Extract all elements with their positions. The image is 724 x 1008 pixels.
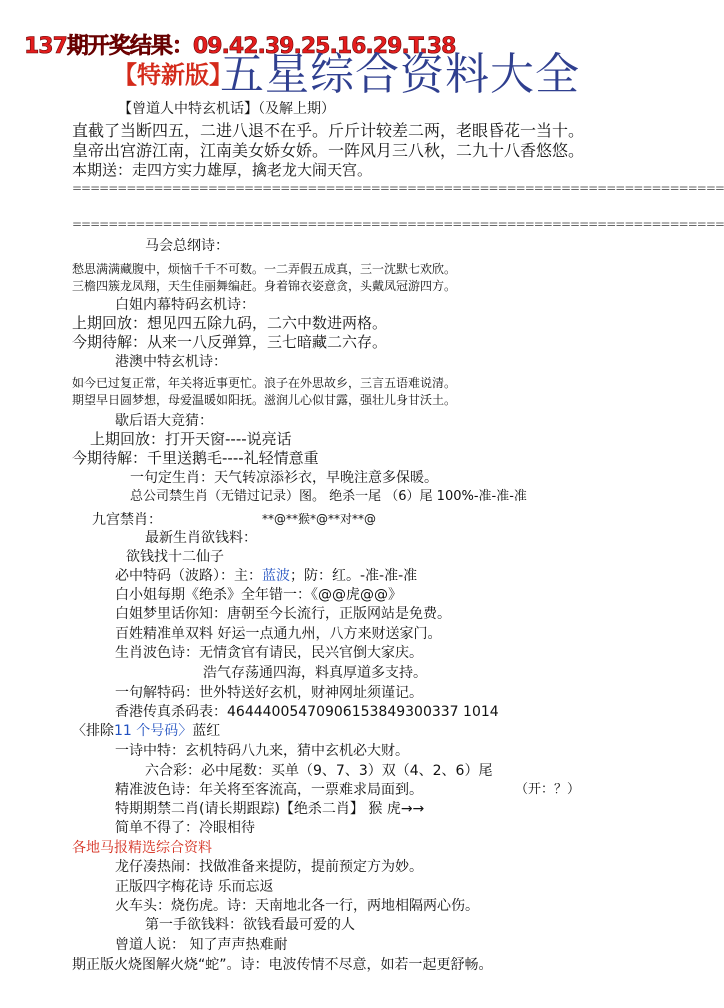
blue-wave-label: 蓝波 [262,568,290,584]
text-line: 第一手欲钱料：欲钱看最可爱的人 [145,917,355,933]
text-line: 今期待解：千里送鹅毛----礼轻情意重 [72,449,319,467]
text-line: 简单不得了：冷眼相待 [115,820,255,836]
section-heading-red: 各地马报精选综合资料 [72,840,212,856]
text-fragment: 必中特码（波路）：主： [115,568,262,584]
text-line: 一诗中特：玄机特码八九来，猜中玄机必大财。 [115,743,409,759]
text-line: 总公司禁生肖（无错过记录）图。 绝杀一尾 （6）尾 100%-准-准-准 [130,489,527,504]
text-fragment: 11 个号码〉 [114,723,193,739]
text-line: （开：？） [515,782,581,797]
edition-badge: 【特新版】 [113,61,233,89]
text-fragment: 蓝红 [192,723,221,739]
text-line: 生肖波色诗：无情贪官有请民，民兴官倒大家庆。 [115,645,423,661]
text-line: 本期送：走四方实力雄厚，擒老龙大闹天宫。 [72,161,373,179]
text-line: 今期待解：从来一八反弹算，三七暗藏二六存。 [72,333,388,351]
text-line [72,723,220,739]
text-line: 期望早日圆梦想，母爱温暖如阳抚。滋润儿心似甘露，强壮儿身甘沃土。 [72,393,457,407]
text-line: 上期回放：打开天窗----说亮话 [90,430,292,448]
text-fragment: ；防：红。-准-准-准 [290,568,418,584]
text-line: 一句定生肖：天气转凉添衫衣，早晚注意多保暖。 [130,470,438,486]
text-line: 三檐四簇龙凤翔，天生佳丽舞编赶。身着锦衣姿意贪，头戴凤冠游四方。 [72,279,457,293]
text-line: 浩气存荡通四海，料真厚道多支持。 [203,665,427,681]
text-line: 上期回放：想见四五除九码，二六中数进两格。 [72,314,388,332]
text-line: 欲钱找十二仙子 [126,549,224,565]
text-line: **@**猴*@**对**@ [262,512,377,526]
section-heading-zeng: 【曾道人中特玄机话】（及解上期） [118,101,335,117]
page-title: 五星综合资料大全 [220,49,580,100]
text-line: 九宫禁肖： [92,512,162,528]
text-line: 愁思满满藏腹中，烦恼千千不可数。一二弄假五成真，三一沈默七欢欣。 [72,262,457,276]
text-line: 期正版火烧图解火烧“蛇”。诗：电波传情不尽意，如若一起更舒畅。 [72,957,493,973]
text-line: 直截了当断四五，二进八退不在乎。斤斤计较差二两，老眼昏花一当十。 [72,121,585,140]
text-line: 白姐梦里话你知：唐朝至今长流行，正版网站是免费。 [115,606,451,622]
section-heading: 歇后语大竞猜： [115,413,213,429]
text-line: 正版四字梅花诗 乐而忘返 [115,879,274,895]
text-line: 白小姐每期《绝杀》全年错一：《@@虎@@》 [115,587,402,603]
text-line: 曾道人说： 知了声声热难耐 [115,937,288,953]
text-line: 如今已过复正常，年关将近事更忙。浪子在外思故乡，三言五语难说清。 [72,376,457,390]
text-line: 皇帝出宫游江南，江南美女娇女娇。一阵风月三八秋，二九十八香悠悠。 [72,141,585,160]
text-line: 六合彩：必中尾数：买单（9、7、3）双（4、2、6）尾 [145,763,493,779]
section-heading: 港澳中特玄机诗： [115,354,227,370]
text-line: 一句解特码：世外特送好玄机，财神网址须谨记。 [115,685,423,701]
text-line: 火车头：烧伤虎。诗：天南地北各一行，两地相隔两心伤。 [115,898,479,914]
section-heading: 白姐内幕特码玄机诗： [115,297,255,313]
divider-rule: ======================================================================== [72,217,724,231]
text-line [115,568,417,584]
section-heading: 最新生肖欲钱料： [145,530,257,546]
text-line: 龙仔凑热闹：找做准备来提防，提前预定方为妙。 [115,859,423,875]
result-headline: 137期开奖结果：09.42.39.25.16.29.T.38 [24,34,456,59]
text-fragment: 〈排除 [72,723,114,739]
text-line: 百姓精准单双料 好运一点通九州，八方来财送家门。 [115,626,442,642]
section-heading: 马会总纲诗： [145,238,229,254]
text-line: 精准波色诗：年关将至客流高，一票难求局面到。 [115,782,423,798]
divider-rule: ======================================================================== [72,181,724,195]
text-line: 香港传真杀码表：46444005470906153849300337 1014 [115,704,499,720]
text-line: 特期期禁二肖(请长期跟踪)【绝杀二肖】 猴 虎→→ [115,801,425,817]
